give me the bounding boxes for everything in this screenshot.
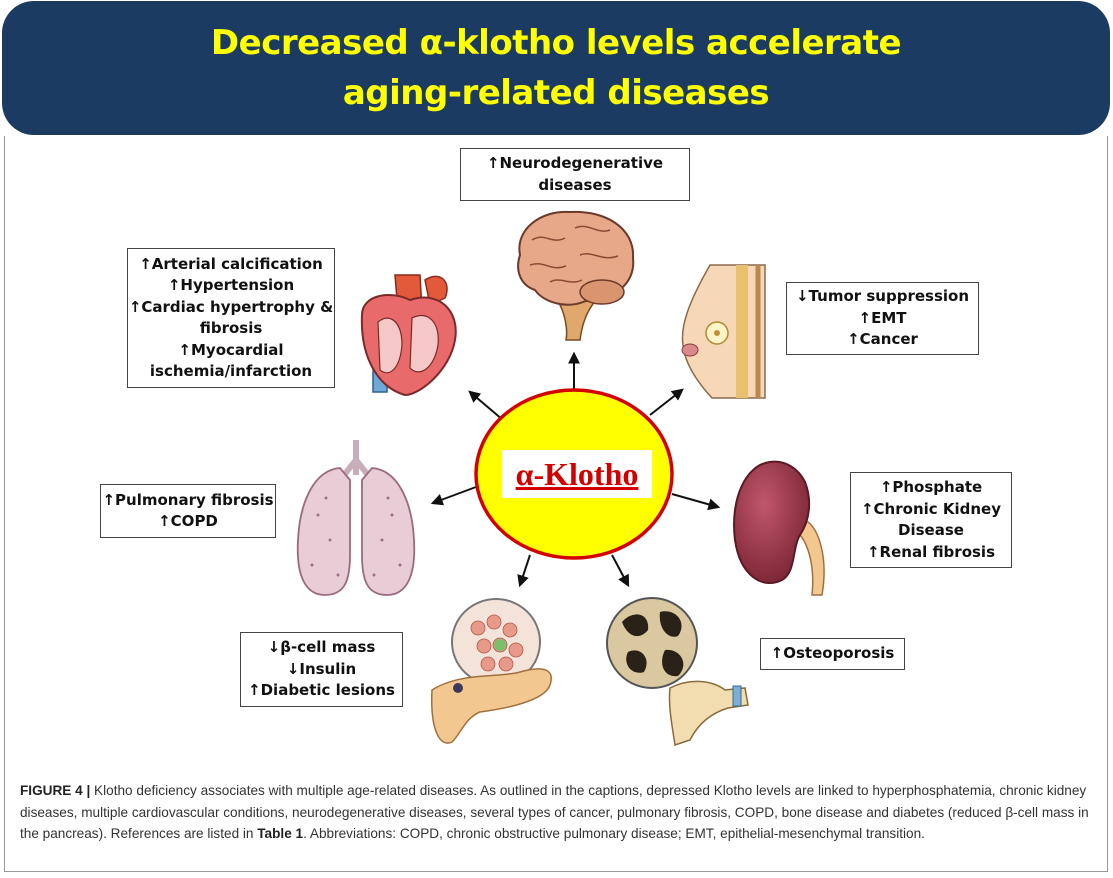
box-cancer — [786, 282, 979, 355]
bone-icon — [607, 598, 748, 745]
lung-line-2: ↑COPD — [158, 512, 218, 530]
box-pulmonary — [100, 484, 276, 538]
bone-line-1: ↑Osteoporosis — [770, 644, 895, 663]
lungs-icon — [298, 440, 415, 595]
pancreas-line-3: ↑Diabetic lesions — [248, 681, 395, 700]
box-cardiovascular — [127, 248, 335, 388]
cardio-line-5: ↑Myocardial — [178, 340, 284, 359]
neuro-line-1: ↑Neurodegenerative — [486, 154, 664, 172]
caption-table-ref: Table 1 — [257, 826, 304, 841]
cardio-line-3: ↑Cardiac hypertrophy & — [128, 297, 334, 316]
arrow-heart — [470, 392, 503, 420]
cardio-line-2: ↑Hypertension — [167, 276, 295, 294]
box-neurodegenerative — [460, 148, 690, 201]
kidney-line-2: ↑Chronic Kidney — [860, 499, 1002, 518]
arrow-kidney — [672, 494, 718, 507]
title-line-1: Decreased α-klotho levels accelerate — [210, 23, 902, 63]
arrow-breast — [650, 390, 682, 415]
neuro-line-2: diseases — [538, 175, 612, 194]
box-kidney — [850, 472, 1012, 568]
cancer-line-1: ↓Tumor suppression — [795, 287, 970, 306]
heart-icon — [362, 275, 456, 395]
arrow-pancreas — [520, 555, 530, 585]
title-line-2: aging-related diseases — [342, 73, 770, 113]
cancer-line-2: ↑EMT — [858, 308, 907, 327]
brain-icon — [518, 212, 633, 340]
caption-label: FIGURE 4 | — [20, 783, 91, 798]
box-pancreas — [240, 632, 403, 707]
pancreas-line-1: ↓β-cell mass — [267, 638, 376, 657]
lung-line-1: ↑Pulmonary fibrosis — [102, 490, 274, 509]
kidney-line-1: ↑Phosphate — [879, 478, 983, 496]
caption-text-2: . Abbreviations: COPD, chronic obstructive pulmonary disease; EMT, epithelial-mesenchymal transition. — [303, 826, 925, 841]
kidney-line-3: Disease — [898, 521, 964, 539]
arrow-lung — [433, 487, 476, 503]
pancreas-line-2: ↓Insulin — [286, 659, 357, 678]
kidney-icon — [734, 462, 824, 595]
arrow-bone — [612, 555, 628, 585]
breast-icon — [682, 265, 765, 398]
figure-caption — [20, 780, 1090, 845]
cardio-line-1: ↑Arterial calcification — [139, 254, 323, 273]
caption-text-1: Klotho deficiency associates with multiple age-related diseases. As outlined in the captions, depressed Klotho levels are linked to hyperphosphatemia, chronic kidney diseases, multiple cardiovascular conditions, neurodegenerative diseases, several types of cancer, pulmonary fibrosis, COPD, bone disease and diabetes (reduced β-cell mass in the pancreas). References are listed in — [20, 783, 1089, 841]
cardio-line-6: ischemia/infarction — [149, 362, 313, 380]
klotho-label: α-Klotho — [502, 450, 652, 498]
kidney-line-4: ↑Renal fibrosis — [866, 542, 995, 561]
cardio-line-4: fibrosis — [199, 319, 263, 337]
box-osteoporosis — [760, 638, 905, 670]
cancer-line-3: ↑Cancer — [847, 330, 918, 349]
pancreas-icon — [432, 599, 552, 743]
